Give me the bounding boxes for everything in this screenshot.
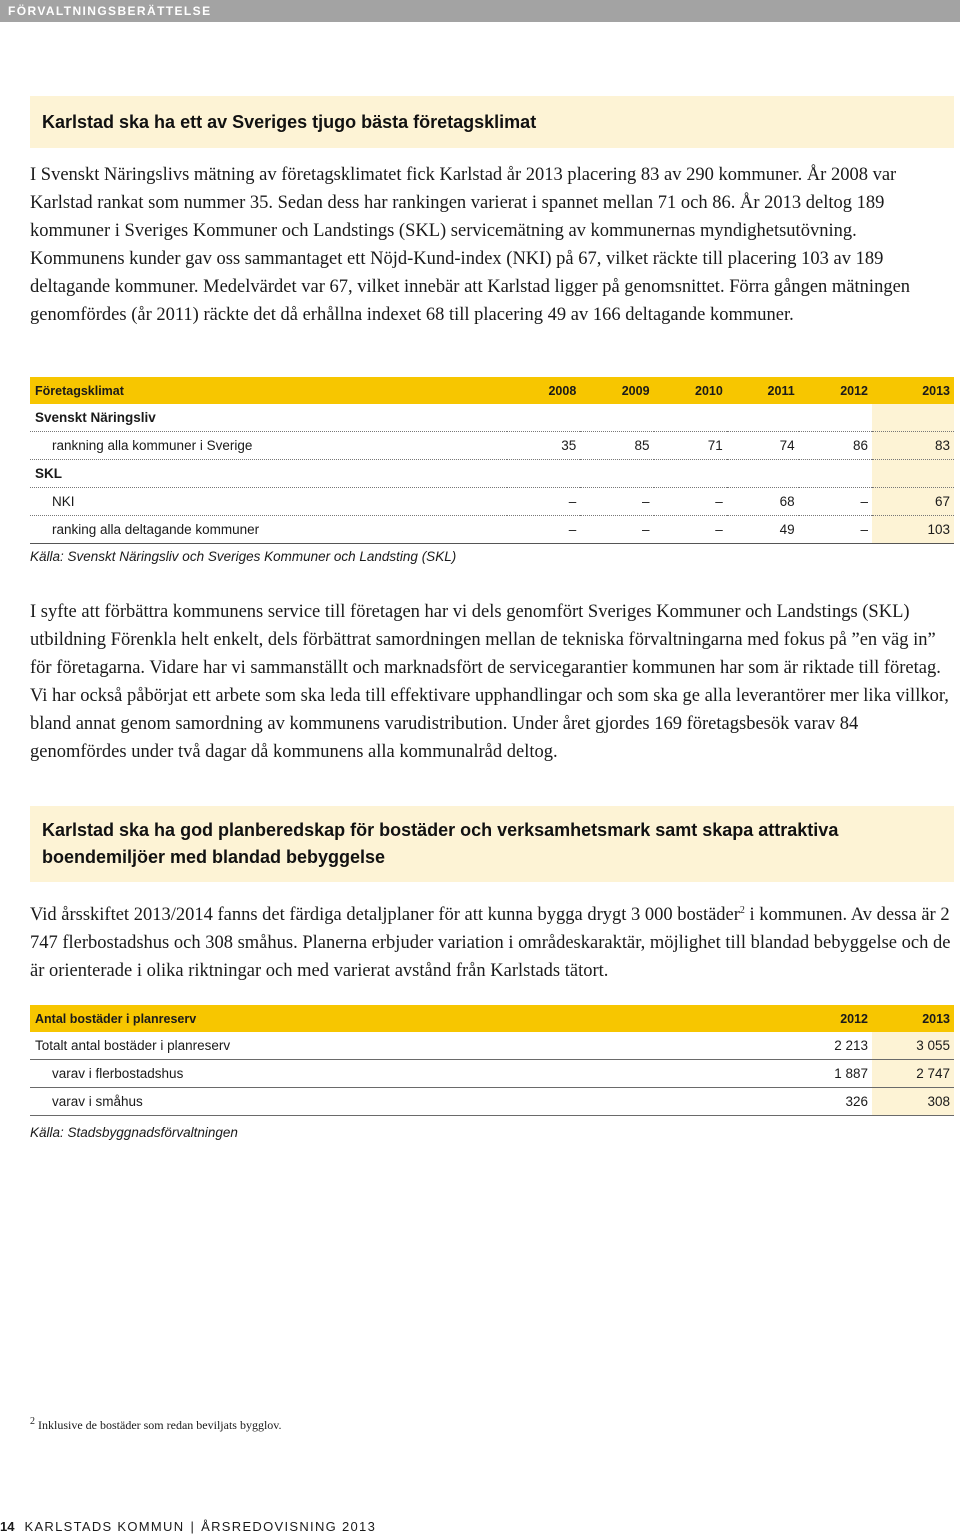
- table-source: Källa: Stadsbyggnadsförvaltningen: [30, 1125, 238, 1140]
- row-label: varav i småhus: [30, 1088, 790, 1116]
- cell-value: –: [507, 516, 580, 544]
- cell-value: 74: [727, 432, 799, 460]
- section-heading-housing: [30, 806, 954, 882]
- housing-paragraph: [30, 901, 954, 985]
- table-row: [30, 432, 954, 460]
- section-heading-text: Karlstad ska ha god planberedskap för bostäder och verksamhetsmark samt skapa attraktiva boendemiljöer med blandad bebyggelse: [42, 820, 839, 867]
- cell-value: –: [580, 516, 653, 544]
- row-label: NKI: [30, 488, 507, 516]
- footnote-text: Inklusive de bostäder som redan beviljats bygglov.: [35, 1418, 282, 1432]
- cell-value: 71: [654, 432, 727, 460]
- cell-value: 35: [507, 432, 580, 460]
- table-section-row: [30, 404, 954, 432]
- footer-document: ÅRSREDOVISNING 2013: [201, 1519, 377, 1534]
- housing-paragraph-text: i kommunen. Av dessa är 2 747 flerbostadshus och 308 småhus. Planerna erbjuder variation i områdeskaraktär, möjlighet till blandad bebyggelse och de är orienterade i olika riktningar och med varierat avstånd från Karlstads tätort.: [30, 905, 951, 981]
- section-label: SKL: [30, 460, 507, 488]
- cell-value: 86: [799, 432, 872, 460]
- year-header: 2009: [580, 377, 653, 404]
- footer-separator: |: [190, 1519, 196, 1534]
- service-paragraph: I syfte att förbättra kommunens service till företagen har vi dels genomfört Sveriges Kommuner och Landstings (SKL) utbildning Förenkla helt enkelt, dels förbättrat samordningen mellan de tekniska förvaltningarna med fokus på ”en väg in” för företagarna. Vidare har vi sammanställt och marknadsfört de servicegarantier kommunen har som är riktade till företag. Vi har också påbörjat ett arbete som ska leda till effektivare upphandlingar och som ska ge alla leverantörer mer lika villkor, bland annat genom samordning av kommunens varudistribution. Under året gjordes 169 företagsbesök varav 84 genomfördes under två dagar då kommunens alla kommunalråd deltog.: [30, 602, 949, 762]
- year-header: 2011: [727, 377, 799, 404]
- footnote-number: 2: [30, 1416, 35, 1427]
- table-row: [30, 1060, 954, 1088]
- cell-value: 3 055: [872, 1032, 954, 1060]
- year-header: 2010: [654, 377, 727, 404]
- table-header-row: [30, 1005, 954, 1032]
- cell-value: 83: [872, 432, 954, 460]
- row-label: Totalt antal bostäder i planreserv: [30, 1032, 790, 1060]
- cell-value: 85: [580, 432, 653, 460]
- cell-value: 68: [727, 488, 799, 516]
- section-header: FÖRVALTNINGSBERÄTTELSE: [0, 0, 960, 22]
- page-footer: [0, 1519, 376, 1534]
- cell-value: 49: [727, 516, 799, 544]
- cell-value: –: [654, 516, 727, 544]
- footnote: [30, 1418, 282, 1433]
- business-climate-paragraph: I Svenskt Näringslivs mätning av företagsklimatet fick Karlstad år 2013 placering 83 av 290 kommuner. År 2008 var Karlstad rankat som nummer 35. Sedan dess har rankingen varierat i spannet mellan 71 och 86. År 2013 deltog 189 kommuner i Sveriges Kommuner och Landstings (SKL) servicemätning av kommunernas myndighetsutövning. Kommunens kunder gav oss sammantaget ett Nöjd-Kund-index (NKI) på 67, vilket räckte till placering 103 av 189 deltagande kommuner. Medelvärdet var 67, vilket innebär att Karlstad ligger på genomsnittet. Förra gången mätningen genomfördes (år 2011) räckte det då erhållna indexet 68 till placering 49 av 166 deltagande kommuner.: [30, 165, 911, 325]
- table-section-row: [30, 460, 954, 488]
- row-label: varav i flerbostadshus: [30, 1060, 790, 1088]
- year-header: 2012: [799, 377, 872, 404]
- row-label: ranking alla deltagande kommuner: [30, 516, 507, 544]
- section-heading-text: Karlstad ska ha ett av Sveriges tjugo bästa företagsklimat: [42, 111, 537, 132]
- year-header: 2008: [507, 377, 580, 404]
- cell-value: 326: [790, 1088, 872, 1116]
- footnote-reference: 2: [739, 904, 745, 916]
- cell-value: –: [580, 488, 653, 516]
- housing-paragraph-text: Vid årsskiftet 2013/2014 fanns det färdiga detaljplaner för att kunna bygga drygt 3 000 bostäder: [30, 905, 740, 925]
- cell-value: –: [799, 516, 872, 544]
- cell-value: –: [654, 488, 727, 516]
- table-source: Källa: Svenskt Näringsliv och Sveriges Kommuner och Landsting (SKL): [30, 549, 457, 564]
- cell-value: 103: [872, 516, 954, 544]
- section-label: Svenskt Näringsliv: [30, 404, 507, 432]
- cell-value: –: [799, 488, 872, 516]
- cell-value: 1 887: [790, 1060, 872, 1088]
- footer-organization: KARLSTADS KOMMUN: [24, 1519, 185, 1534]
- table-row: [30, 1088, 954, 1116]
- year-header: 2013: [872, 1005, 954, 1032]
- year-header: 2013: [872, 377, 954, 404]
- table-row: [30, 488, 954, 516]
- housing-reserve-table: [30, 1005, 954, 1116]
- year-header: 2012: [790, 1005, 872, 1032]
- business-climate-table: [30, 377, 954, 544]
- cell-value: 67: [872, 488, 954, 516]
- table-row: [30, 516, 954, 544]
- table-header-row: [30, 377, 954, 404]
- table-title: Antal bostäder i planreserv: [30, 1005, 790, 1032]
- section-heading-business-climate: [30, 96, 954, 148]
- table-title: Företagsklimat: [30, 377, 507, 404]
- cell-value: –: [507, 488, 580, 516]
- table-row: [30, 1032, 954, 1060]
- page-number: 14: [0, 1519, 15, 1534]
- cell-value: 2 213: [790, 1032, 872, 1060]
- row-label: rankning alla kommuner i Sverige: [30, 432, 507, 460]
- cell-value: 308: [872, 1088, 954, 1116]
- cell-value: 2 747: [872, 1060, 954, 1088]
